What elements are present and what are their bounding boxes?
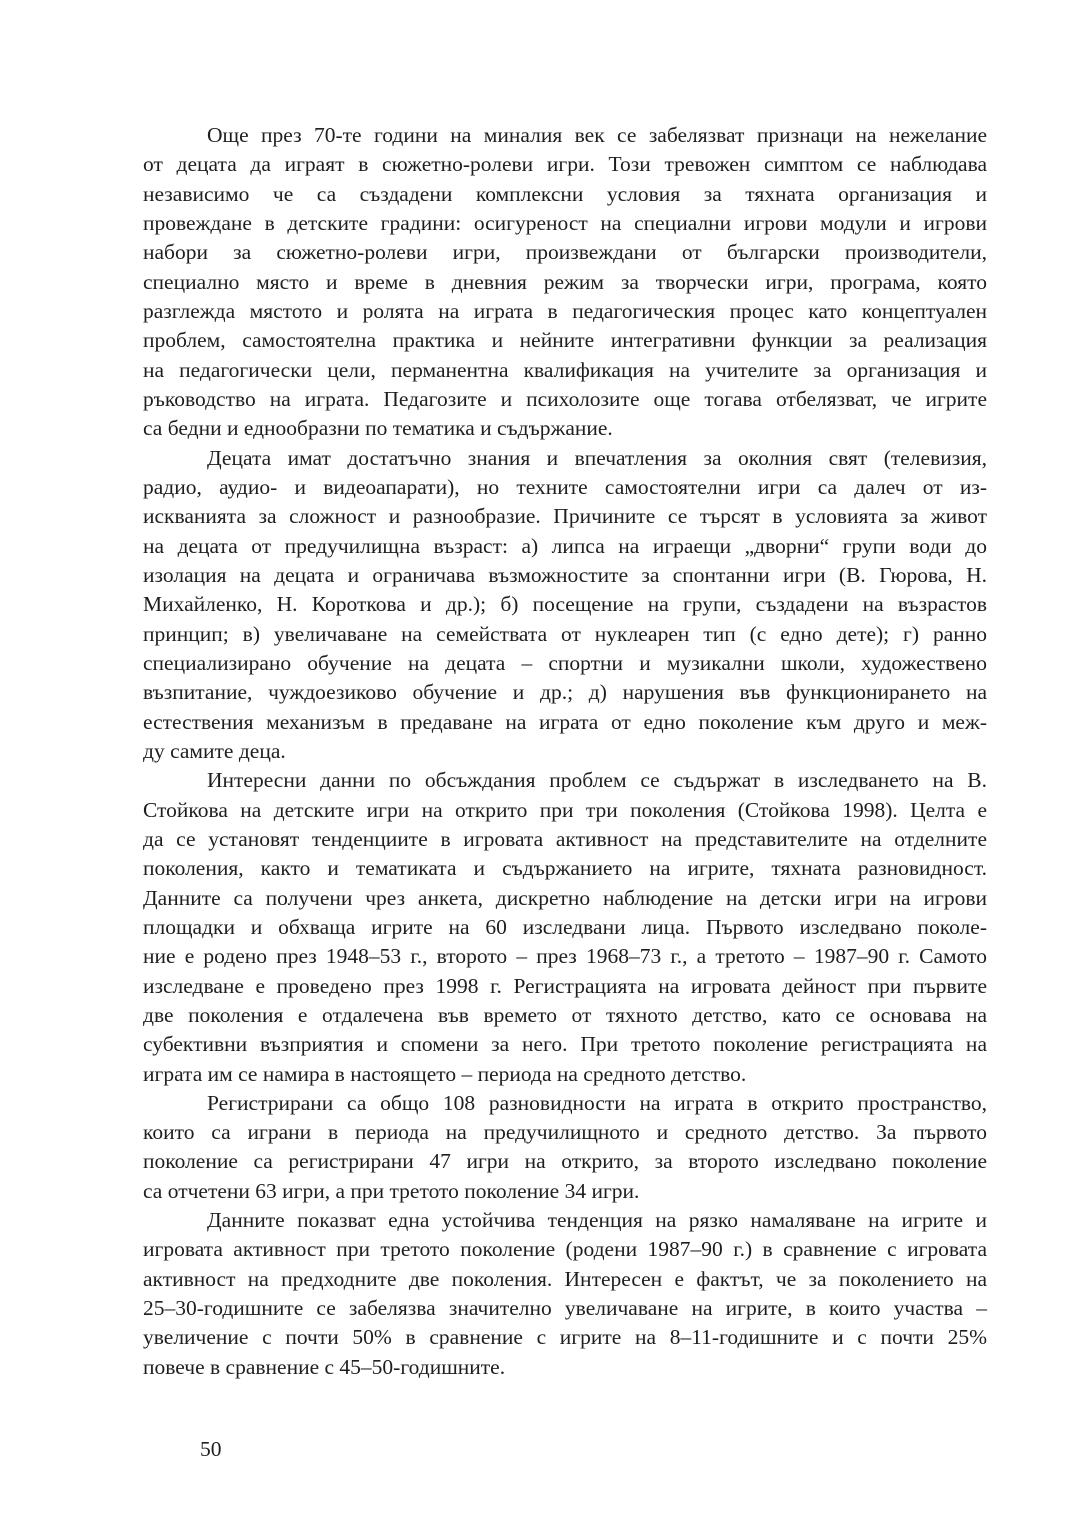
- paragraph-line: [143, 150, 987, 179]
- paragraph: [143, 766, 987, 1089]
- line-text: Данните показват една устойчива тенденция на рязко намаляване на игрите и: [207, 1208, 987, 1233]
- paragraph-line: [143, 532, 987, 561]
- paragraph-line: [143, 737, 987, 766]
- line-text: активност на предходните две поколения. Интересен е фактът, че за поколението на: [143, 1266, 987, 1291]
- paragraph-line: [143, 1353, 987, 1382]
- paragraph-line: [143, 649, 987, 678]
- line-text: Михайленко, Н. Короткова и др.); б) посещение на групи, създадени на възрастов: [143, 592, 987, 617]
- paragraph-line: [143, 854, 987, 883]
- line-text: две поколения е отдалечена във времето от тяхното детство, като се основава на: [143, 1002, 987, 1027]
- paragraph-line: [143, 238, 987, 267]
- paragraph-line: [143, 209, 987, 238]
- line-text: ние е родено през 1948–53 г., второто – през 1968–73 г., а третото – 1987–90 г. Самото: [143, 944, 987, 969]
- paragraph-line: [143, 356, 987, 385]
- line-text: принцип; в) увеличаване на семействата от нуклеарен тип (с едно дете); г) ранно: [143, 621, 987, 646]
- paragraph-line: [143, 590, 987, 619]
- line-text: Стойкова на детските игри на открито при три поколения (Стойкова 1998). Целта е: [143, 797, 987, 822]
- line-text: набори за сюжетно-ролеви игри, произвеждани от български производители,: [143, 240, 987, 265]
- line-text: Данните са получени чрез анкета, дискретно наблюдение на детски игри на игрови: [143, 885, 987, 910]
- line-text: субективни възприятия и спомени за него. При третото поколение регистрацията на: [143, 1032, 987, 1057]
- line-text: Интересни данни по обсъждания проблем се съдържат в изследването на В.: [207, 768, 987, 793]
- paragraph-line: [143, 825, 987, 854]
- line-text: ръководство на играта. Педагозите и психолозите още тогава отбелязват, че игрите: [143, 386, 987, 411]
- paragraph-line: [143, 1147, 987, 1176]
- paragraph: [143, 1206, 987, 1382]
- line-text: играта им се намира в настоящето – периода на средното детство.: [143, 1061, 747, 1086]
- line-text: искванията за сложност и разнообразие. Причините се търсят в условията за живот: [143, 504, 987, 529]
- paragraph-line: [143, 1030, 987, 1059]
- line-text: са бедни и еднообразни по тематика и съдържание.: [143, 416, 613, 441]
- paragraph-line: [143, 1177, 987, 1206]
- line-text: независимо че са създадени комплексни условия за тяхната организация и: [143, 181, 987, 206]
- paragraph-line: [143, 766, 987, 795]
- line-text: Децата имат достатъчно знания и впечатления за околния свят (телевизия,: [207, 445, 987, 470]
- line-text: на педагогически цели, перманентна квалификация на учителите за организация и: [143, 357, 987, 382]
- line-text: игровата активност при третото поколение (родени 1987–90 г.) в сравнение с игровата: [143, 1237, 987, 1262]
- line-text: радио, аудио- и видеоапарати), но техните самостоятелни игри са далеч от из-: [143, 474, 987, 499]
- line-text: изолация на децата и ограничава възможностите за спонтанни игри (В. Гюрова, Н.: [143, 562, 987, 587]
- paragraph-line: [143, 708, 987, 737]
- line-text: специално място и време в дневния режим за творчески игри, програма, която: [143, 269, 987, 294]
- paragraph-line: [143, 1060, 987, 1089]
- line-text: от децата да играят в сюжетно-ролеви игри. Този тревожен симптом се наблюдава: [143, 152, 987, 177]
- line-text: да се установят тенденциите в игровата активност на представителите на отделните: [143, 826, 987, 851]
- text-block: [143, 121, 987, 1382]
- line-text: които са играни в периода на предучилищното и средното детство. За първото: [143, 1120, 987, 1145]
- paragraph-line: [143, 268, 987, 297]
- paragraph-line: [143, 972, 987, 1001]
- line-text: поколение са регистрирани 47 игри на открито, за второто изследвано поколение: [143, 1149, 987, 1174]
- paragraph-line: [143, 1118, 987, 1147]
- paragraph-line: [143, 1089, 987, 1118]
- line-text: увеличение с почти 50% в сравнение с игрите на 8–11-годишните и с почти 25%: [143, 1325, 987, 1350]
- paragraph: [143, 444, 987, 767]
- line-text: изследване е проведено през 1998 г. Регистрацията на игровата дейност при първите: [143, 973, 987, 998]
- paragraph-line: [143, 1265, 987, 1294]
- page-number: 50: [200, 1437, 222, 1461]
- paragraph-line: [143, 385, 987, 414]
- line-text: проблем, самостоятелна практика и нейните интегративни функции за реализация: [143, 328, 987, 353]
- paragraph-line: [143, 1206, 987, 1235]
- paragraph-line: [143, 502, 987, 531]
- paragraph-line: [143, 414, 987, 443]
- paragraph-line: [143, 561, 987, 590]
- paragraph-line: [143, 1235, 987, 1264]
- line-text: 25–30-годишните се забелязва значително увеличаване на игрите, в които участва –: [143, 1296, 987, 1321]
- paragraph-line: [143, 942, 987, 971]
- paragraph-line: [143, 326, 987, 355]
- line-text: Регистрирани са общо 108 разновидности на играта в открито пространство,: [207, 1090, 987, 1115]
- paragraph-line: [143, 620, 987, 649]
- paragraph-line: [143, 796, 987, 825]
- paragraph-line: [143, 444, 987, 473]
- line-text: са отчетени 63 игри, а при третото поколение 34 игри.: [143, 1178, 640, 1203]
- paragraph-line: [143, 1001, 987, 1030]
- paragraph: [143, 1089, 987, 1206]
- paragraph-line: [143, 678, 987, 707]
- line-text: ду самите деца.: [143, 738, 286, 763]
- line-text: поколения, както и тематиката и съдържанието на игрите, тяхната разновидност.: [143, 856, 987, 881]
- line-text: възпитание, чуждоезиково обучение и др.; д) нарушения във функционирането на: [143, 680, 987, 705]
- paragraph-line: [143, 180, 987, 209]
- line-text: площадки и обхваща игрите на 60 изследвани лица. Първото изследвано поколе-: [143, 914, 987, 939]
- paragraph-line: [143, 297, 987, 326]
- paragraph: [143, 121, 987, 444]
- line-text: специализирано обучение на децата – спортни и музикални школи, художествено: [143, 650, 987, 675]
- paragraph-line: [143, 913, 987, 942]
- paragraph-line: [143, 1294, 987, 1323]
- line-text: на децата от предучилищна възраст: а) липса на играещи „дворни“ групи води до: [143, 533, 987, 558]
- paragraph-line: [143, 884, 987, 913]
- paragraph-line: [143, 1323, 987, 1352]
- paragraph-line: [143, 473, 987, 502]
- line-text: разглежда мястото и ролята на играта в педагогическия процес като концептуален: [143, 298, 987, 323]
- line-text: провеждане в детските градини: осигуреност на специални игрови модули и игрови: [143, 210, 987, 235]
- line-text: естествения механизъм в предаване на играта от едно поколение към друго и меж-: [143, 709, 987, 734]
- line-text: Още през 70-те години на миналия век се забелязват признаци на нежелание: [207, 123, 987, 147]
- line-text: повече в сравнение с 45–50-годишните.: [143, 1354, 506, 1379]
- paragraph-line: [143, 121, 987, 150]
